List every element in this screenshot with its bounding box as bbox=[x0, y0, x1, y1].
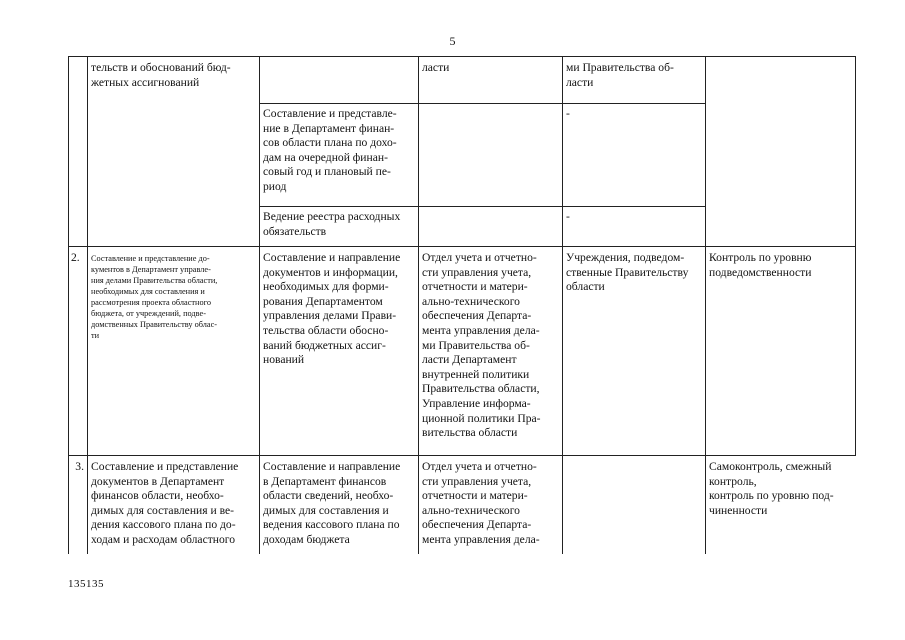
continued-row-content: тельств и обоснований бюд- жетных ассигнований bbox=[91, 61, 231, 89]
table-top-border bbox=[68, 56, 856, 57]
page-number: 5 bbox=[449, 34, 456, 48]
row3-action: Составление и направление в Департамент финансов области сведений, необхо- димых для составления и ведения кассового плана по доходам бюджета bbox=[263, 460, 401, 546]
continued-row-participants: ми Правительства об- ласти bbox=[566, 61, 674, 89]
row3-control-form: Самоконтроль, смежный контроль, контроль по уровню под- чиненности bbox=[709, 460, 834, 517]
table-right-border bbox=[855, 56, 856, 455]
subrow-b-participants: - bbox=[566, 210, 570, 223]
row3-executor: Отдел учета и отчетно- сти управления учета, отчетности и матери- ально-технического обеспечения Департа- мента управления дела- bbox=[422, 460, 540, 546]
continued-row-executor: ласти bbox=[422, 61, 450, 74]
document-code: 135135 bbox=[68, 578, 104, 590]
row2-content: Составление и представление до- кументов в Департамент управле- ния делами Правительства области, необходимых для составления и рассмотрения проекта областного бюджета, от учреждений, подве- домственных Правительству облас- ти bbox=[91, 254, 218, 340]
subrow-b-action: Ведение реестра расходных обязательств bbox=[263, 210, 401, 238]
row2-action: Составление и направление документов и информации, необходимых для форми- рования Департаментом управления делами Прави- тельства области обосно- ваний бюджетных ассиг- нований bbox=[263, 251, 401, 367]
table-left-border bbox=[68, 56, 69, 554]
subrow-a-top-border bbox=[259, 103, 705, 104]
row3-content: Составление и представление документов в Департамент финансов области, необхо- димых для составления и ве- дения кассового плана по до- ходам и расходам областного bbox=[91, 460, 239, 546]
row2-control-form: Контроль по уровню подведомственности bbox=[709, 251, 812, 279]
subrow-b-top-border bbox=[259, 206, 705, 207]
subrow-a-action: Составление и представле- ние в Департамент финан- сов области плана по дохо- дам на очередной финан- совый год и плановый пе- риод bbox=[263, 107, 397, 193]
column-divider-4 bbox=[562, 56, 563, 554]
row2-executor: Отдел учета и отчетно- сти управления учета, отчетности и матери- ально-технического обеспечения Департа- мента управления дела- ми Правительства об- ласти Департамент внутренней политики Правительства области, Управление информа- ционной политики Пра- вительства области bbox=[422, 251, 541, 440]
column-divider-2 bbox=[259, 56, 260, 554]
column-divider-3 bbox=[418, 56, 419, 554]
subrow-a-participants: - bbox=[566, 107, 570, 120]
row3-top-border bbox=[68, 455, 856, 456]
row2-participants: Учреждения, подведом- ственные Правительству области bbox=[566, 251, 689, 294]
row2-top-border bbox=[68, 246, 856, 247]
row2-number: 2. bbox=[71, 251, 80, 264]
column-divider-1 bbox=[87, 56, 88, 554]
column-divider-5 bbox=[705, 56, 706, 554]
row3-number: 3. bbox=[75, 460, 84, 473]
